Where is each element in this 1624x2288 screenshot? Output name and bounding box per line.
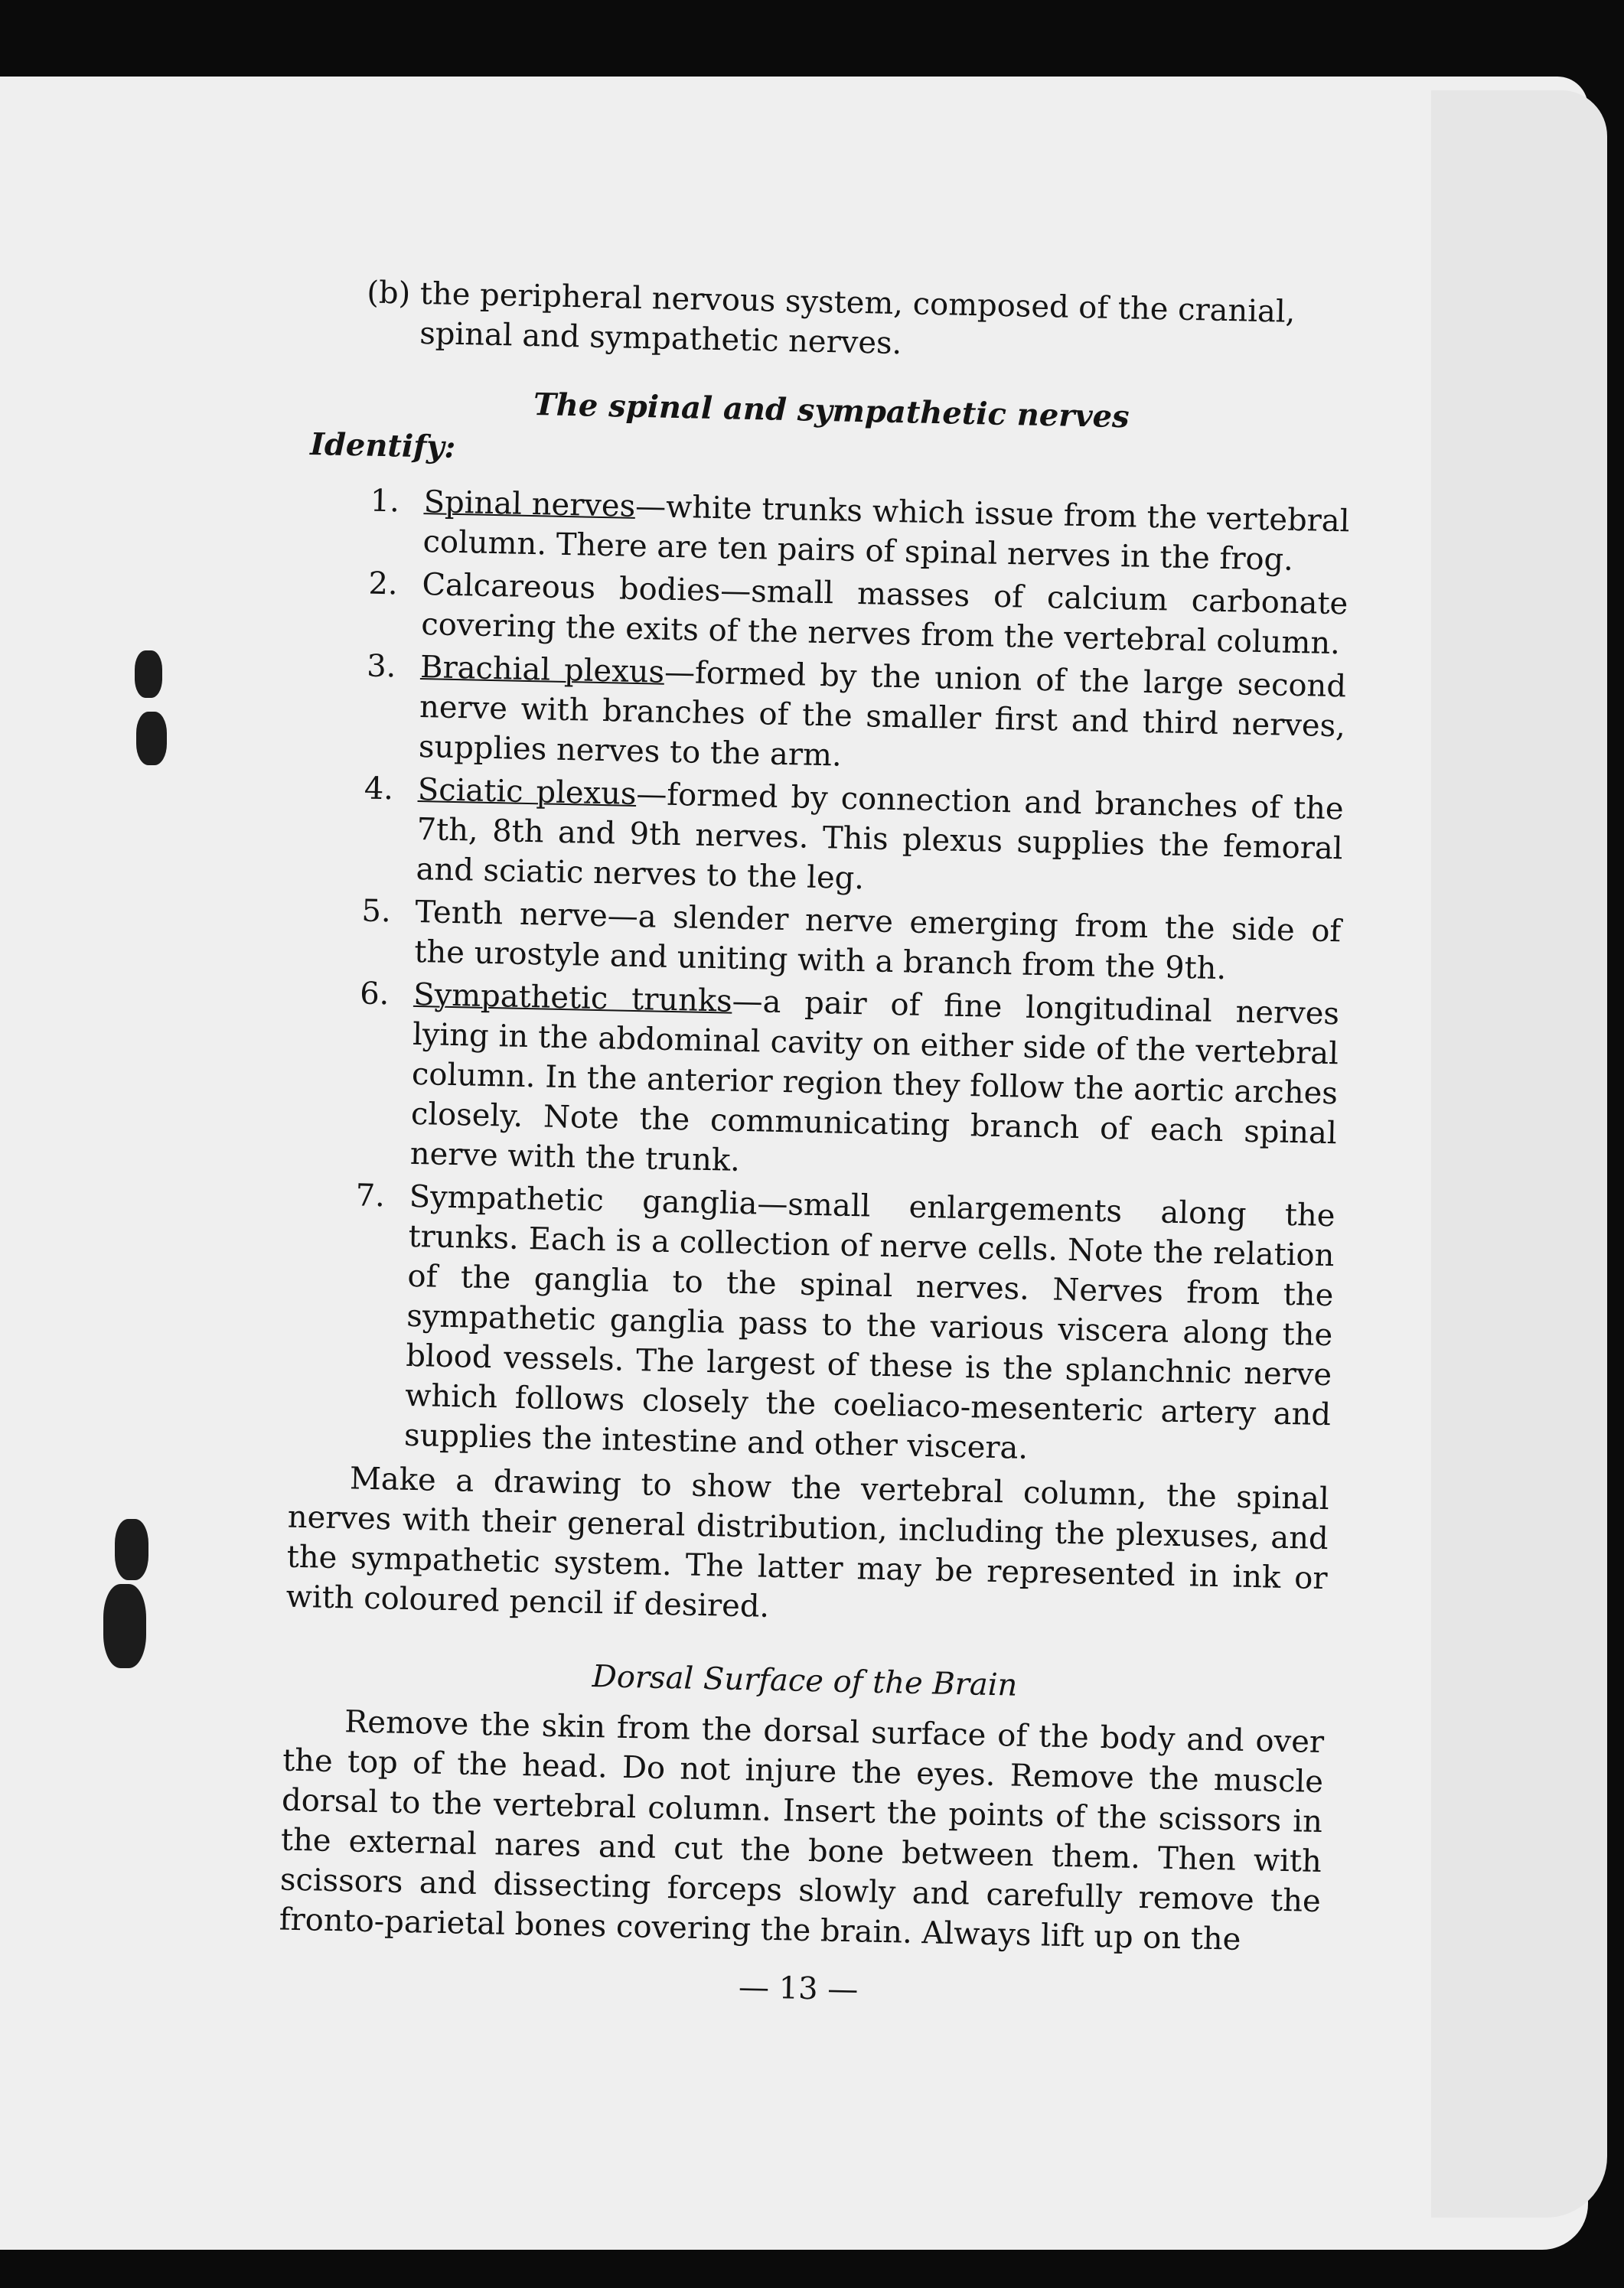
section-title-spinal-sympathetic: The spinal and sympathetic nerves bbox=[533, 386, 1130, 435]
identify-label: Identify: bbox=[309, 425, 456, 465]
brain-paragraph: Remove the skin from the dorsal surface of the body and over the top of the head. Do not injure the eyes. Remove the muscle dorsal to the vertebral column. Insert the points of the scissors in the external nares and cut the bone between them. Then with scissors and dissecting forceps slowly and carefully remove the fronto-parietal bones covering the brain. Always lift up on the bbox=[279, 1704, 1325, 1957]
item-text: —formed by the union of the large second nerve with branches of the smaller first and third nerves, supplies nerves to the arm. bbox=[418, 654, 1347, 774]
item-text: —small masses of calcium carbonate covering the exits of the nerves from the vertebral column. bbox=[420, 573, 1348, 662]
binding-hole-lower-2 bbox=[103, 1584, 146, 1668]
binding-hole-upper-1 bbox=[135, 650, 162, 698]
list-item bbox=[295, 973, 1339, 1193]
item-term: Sympathetic ganglia bbox=[409, 1178, 758, 1222]
binding-hole-lower-1 bbox=[115, 1519, 148, 1580]
item-term: Brachial plexus bbox=[419, 650, 665, 690]
item-term: Sympathetic trunks bbox=[413, 976, 733, 1019]
list-item bbox=[289, 1175, 1335, 1475]
identify-list bbox=[289, 480, 1350, 1475]
page-edge bbox=[1431, 90, 1607, 2218]
binding-hole-upper-2 bbox=[136, 712, 167, 765]
item-term: Sciatic plexus bbox=[417, 771, 637, 812]
item-text: —a pair of fine longitudinal nerves lying in the abdominal cavity on either side of the vertebral column. In the anterior region they follow the aortic arches closely. Note the communicating branch of each spinal nerve with the trunk. bbox=[409, 983, 1340, 1178]
item-number: 5. bbox=[361, 893, 392, 930]
list-item bbox=[304, 645, 1347, 786]
item-number: 7. bbox=[355, 1178, 386, 1214]
item-term: Calcareous bodies bbox=[421, 567, 721, 609]
drawing-paragraph: Make a drawing to show the vertebral column, the spinal nerves with their general distribution, including the plexuses, and the sympathetic system. The latter may be represented in ink or with coloured pencil if desired. bbox=[285, 1461, 1330, 1625]
list-item bbox=[301, 768, 1344, 908]
item-text: —white trunks which issue from the vertebral column. There are ten pairs of spinal nerves in the frog. bbox=[422, 488, 1350, 578]
item-text: —formed by connection and branches of the 7th, 8th and 9th nerves. This plexus supplies the femoral and sciatic nerves to the leg. bbox=[416, 776, 1345, 897]
section-title-dorsal-brain: Dorsal Surface of the Brain bbox=[592, 1659, 1018, 1703]
item-text: —a slender nerve emerging from the side of the urostyle and uniting with a branch from the 9th. bbox=[413, 898, 1342, 987]
intro-text: (b) the peripheral nervous system, composed of the cranial, spinal and sympathetic nerves. bbox=[366, 275, 1296, 362]
item-term: Tenth nerve bbox=[415, 894, 608, 934]
item-number: 6. bbox=[359, 976, 390, 1012]
item-number: 3. bbox=[366, 648, 396, 685]
item-term: Spinal nerves bbox=[423, 484, 636, 524]
page-number: — 13 — bbox=[738, 1970, 859, 2008]
page-content bbox=[278, 272, 1355, 2019]
item-number: 2. bbox=[367, 565, 399, 602]
item-text: —small enlargements along the trunks. Each is a collection of nerve cells. Note the relation of the ganglia to the spinal nerves. Nerves from the sympathetic ganglia pass to the various viscera along the blood vessels. The largest of these is the splanchnic nerve which follows closely the coeliaco-mesenteric artery and supplies the intestine and other viscera. bbox=[403, 1186, 1335, 1466]
item-number: 1. bbox=[370, 483, 400, 520]
item-number: 4. bbox=[364, 771, 394, 807]
